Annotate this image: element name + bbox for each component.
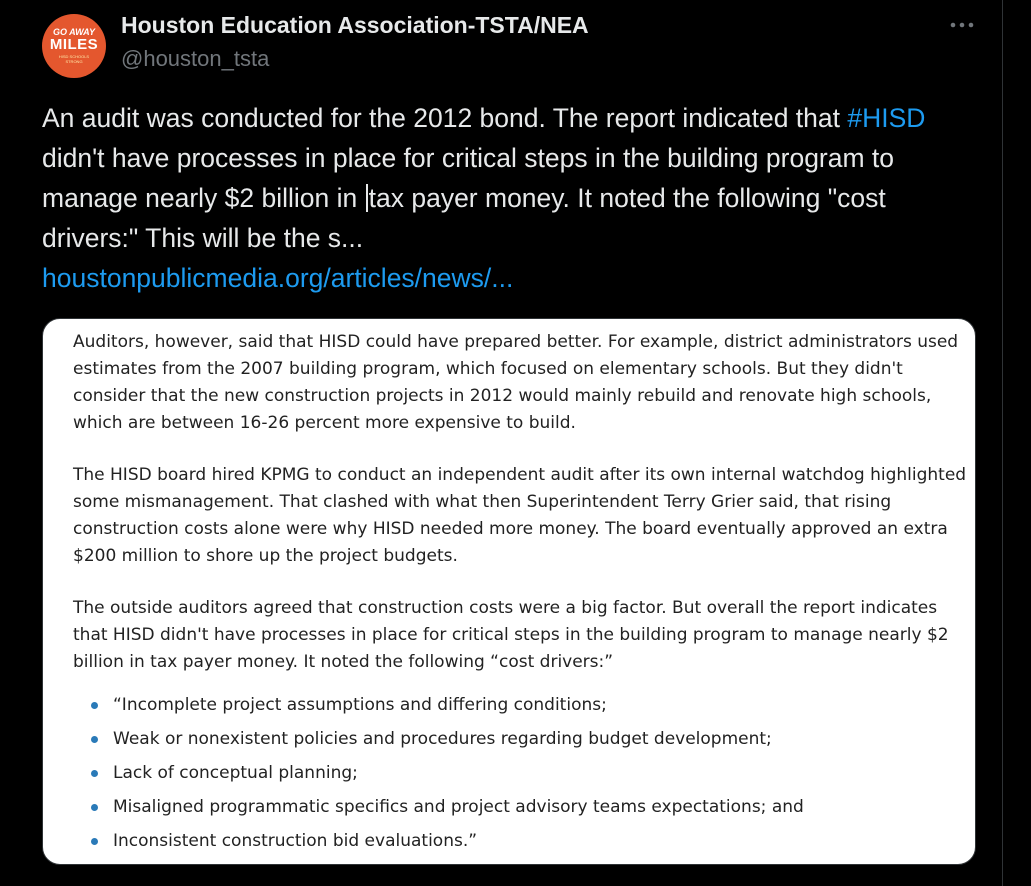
bullet-icon: [91, 736, 98, 743]
more-options-button[interactable]: [944, 10, 980, 40]
cost-drivers-list: [73, 688, 973, 858]
tweet-text-part2: didn't have processes in place for critical steps in the building program to manage nearly $2 billion in: [42, 143, 895, 213]
avatar-logo-sub: HISD SCHOOLS STRONG: [58, 54, 90, 64]
tweet-text: [42, 98, 972, 298]
avatar-logo-top: GO AWAY: [52, 27, 95, 37]
media-text-content: [73, 329, 973, 858]
bullet-icon: [91, 770, 98, 777]
list-item: [91, 688, 973, 722]
media-paragraph: The HISD board hired KPMG to conduct an independent audit after its own internal watchdog highlighted some mismanagement. That clashed with what then Superintendent Terry Grier said, that rising construction costs alone were why HISD needed more money. The board eventually approved an extra $200 million to shore up the project budgets.: [73, 465, 967, 566]
bullet-icon: [91, 838, 98, 845]
media-paragraph: The outside auditors agreed that construction costs were a big factor. But overall the report indicates that HISD didn't have processes in place for critical steps in the building program to manage nearly $2 billion in tax payer money. It noted the following “cost drivers:”: [73, 598, 949, 672]
author-handle[interactable]: @houston_tsta: [121, 46, 270, 71]
list-item-text: Inconsistent construction bid evaluations.”: [113, 831, 478, 851]
list-item-text: “Incomplete project assumptions and differing conditions;: [113, 695, 607, 715]
text-cursor: [366, 184, 368, 212]
bullet-icon: [91, 702, 98, 709]
more-horizontal-icon: [949, 21, 975, 29]
list-item: [91, 756, 973, 790]
bullet-icon: [91, 804, 98, 811]
list-item: [91, 722, 973, 756]
author-avatar[interactable]: [42, 14, 106, 78]
list-item-text: Misaligned programmatic specifics and project advisory teams expectations; and: [113, 797, 804, 817]
author-display-name[interactable]: Houston Education Association-TSTA/NEA: [121, 12, 589, 38]
hashtag-link[interactable]: #HISD: [847, 103, 926, 133]
list-item: [91, 790, 973, 824]
media-paragraph: Auditors, however, said that HISD could have prepared better. For example, district administrators used estimates from the 2007 building program, which focused on elementary schools. But they didn't consider that the new construction projects in 2012 would mainly rebuild and renovate high schools, which are between 16-26 percent more expensive to build.: [73, 332, 959, 433]
list-item-text: Weak or nonexistent policies and procedures regarding budget development;: [113, 729, 772, 749]
media-image-card[interactable]: [42, 318, 976, 865]
avatar-logo-main: MILES: [49, 36, 99, 53]
article-link[interactable]: houstonpublicmedia.org/articles/news/...: [42, 263, 514, 293]
tweet-text-part1: An audit was conducted for the 2012 bond. The report indicated that: [42, 103, 848, 133]
list-item: [91, 824, 973, 858]
list-item-text: Lack of conceptual planning;: [113, 763, 358, 783]
tweet-text-part3: tax payer money. It noted the following "cost drivers:" This will be the s...: [42, 183, 886, 253]
